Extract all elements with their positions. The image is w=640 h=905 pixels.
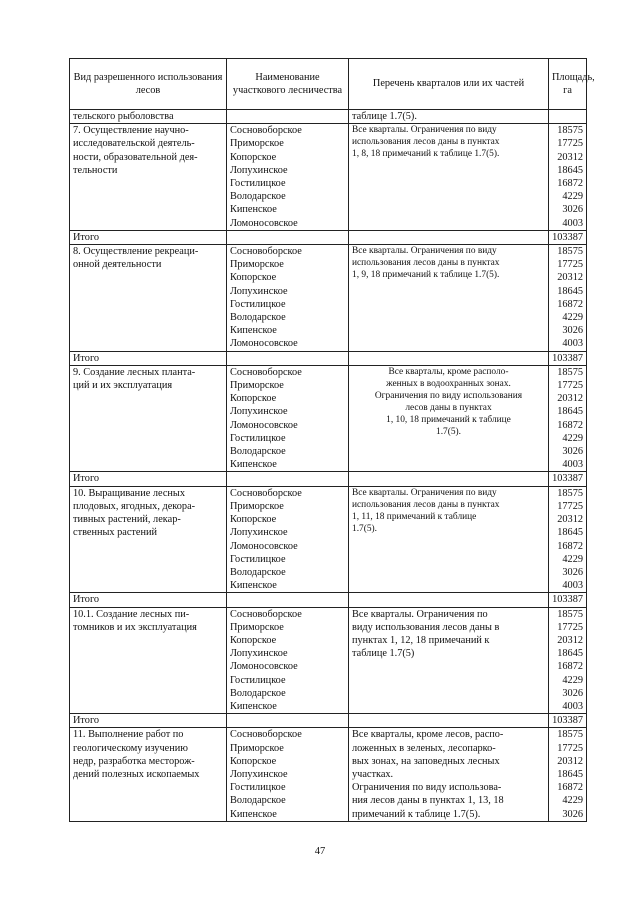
area-value: 3026: [562, 325, 583, 337]
forestry-name: Гостилицкое: [230, 298, 286, 310]
quarters-cell: [349, 607, 549, 714]
forestry-name: Лопухинское: [230, 164, 288, 176]
area-value: 3026: [562, 808, 583, 820]
use-type-line: тельности: [73, 164, 118, 176]
quarters-line: Все кварталы, кроме лесов, распо-: [352, 729, 504, 741]
total-row: [70, 230, 587, 244]
area-value: 4003: [562, 338, 583, 350]
forestry-name: Сосновоборское: [230, 608, 302, 620]
use-type-line: ности, образовательной дея-: [73, 151, 198, 163]
area-list-cell: [549, 728, 587, 821]
area-value: 17725: [557, 621, 583, 633]
area-value: 20312: [557, 393, 583, 405]
area-value: 16872: [557, 540, 583, 552]
use-type-line: томников и их эксплуатация: [73, 621, 197, 633]
continuation-area: [549, 110, 587, 124]
total-empty-forestry: [227, 230, 349, 244]
quarters-line: ложенных в зеленых, лесопарко-: [352, 742, 496, 754]
area-value: 4229: [562, 432, 583, 444]
forestry-name: Володарское: [230, 446, 286, 458]
forestry-name: Копорское: [230, 514, 277, 526]
continuation-row: [70, 110, 587, 124]
forestry-name: Приморское: [230, 380, 284, 392]
area-value: 20312: [557, 151, 583, 163]
quarters-line: пунктах 1, 12, 18 примечаний к: [352, 634, 490, 646]
forestry-name: Гостилицкое: [230, 432, 286, 444]
quarters-line: ния лесов даны в пунктах 1, 13, 18: [352, 795, 504, 807]
total-empty-quarters: [349, 472, 549, 486]
continuation-type: тельского рыболовства: [70, 110, 227, 124]
use-type-cell: [70, 124, 227, 231]
forestry-list-cell: [227, 365, 349, 472]
area-value: 18575: [557, 246, 583, 258]
forestry-list-cell: [227, 607, 349, 714]
header-area: Площадь, га: [549, 59, 587, 110]
forestry-name: Копорское: [230, 755, 277, 767]
area-value: 3026: [562, 446, 583, 458]
use-type-cell: [70, 245, 227, 352]
forestry-name: Сосновоборское: [230, 125, 302, 137]
forestry-name: Копорское: [230, 272, 277, 284]
forestry-name: Копорское: [230, 393, 277, 405]
area-value: 4003: [562, 580, 583, 592]
forestry-name: Сосновоборское: [230, 487, 302, 499]
total-label: Итого: [70, 472, 227, 486]
quarters-line: 1, 11, 18 примечаний к таблице: [352, 511, 477, 522]
forestry-name: Копорское: [230, 634, 277, 646]
quarters-line: таблице 1.7(5): [352, 648, 415, 660]
total-empty-forestry: [227, 351, 349, 365]
forestry-name: Кипенское: [230, 204, 277, 216]
area-list-cell: [549, 486, 587, 593]
section-row: [70, 365, 587, 472]
quarters-line: Все кварталы, кроме располо-: [388, 366, 509, 377]
use-type-line: 11. Выполнение работ по: [73, 729, 184, 741]
area-list-cell: [549, 124, 587, 231]
use-type-line: геологическому изучению: [73, 742, 188, 754]
use-type-line: дений полезных ископаемых: [73, 768, 200, 780]
area-value: 4229: [562, 191, 583, 203]
area-value: 18575: [557, 729, 583, 741]
area-value: 18575: [557, 366, 583, 378]
total-label: Итого: [70, 230, 227, 244]
area-value: 16872: [557, 178, 583, 190]
total-row: [70, 351, 587, 365]
forestry-name: Гостилицкое: [230, 782, 286, 794]
area-value: 16872: [557, 419, 583, 431]
forestry-name: Кипенское: [230, 459, 277, 471]
quarters-cell: [349, 245, 549, 352]
quarters-line: использования лесов даны в пунктах: [352, 137, 500, 148]
area-value: 3026: [562, 566, 583, 578]
header-quarters: Перечень кварталов или их частей: [349, 59, 549, 110]
forestry-list-cell: [227, 245, 349, 352]
forestry-name: Копорское: [230, 151, 277, 163]
forestry-name: Гостилицкое: [230, 553, 286, 565]
area-value: 3026: [562, 687, 583, 699]
forestry-name: Гостилицкое: [230, 674, 286, 686]
use-type-line: исследовательской деятель-: [73, 138, 195, 150]
total-label: Итого: [70, 351, 227, 365]
area-value: 20312: [557, 755, 583, 767]
quarters-line: 1, 10, 18 примечаний к таблице: [386, 414, 511, 425]
forestry-name: Кипенское: [230, 700, 277, 712]
area-value: 18645: [557, 406, 583, 418]
forestry-name: Кипенское: [230, 325, 277, 337]
forestry-name: Приморское: [230, 138, 284, 150]
total-empty-quarters: [349, 714, 549, 728]
use-type-cell: [70, 607, 227, 714]
forestry-name: Ломоносовское: [230, 661, 298, 673]
area-value: 4229: [562, 674, 583, 686]
forestry-name: Кипенское: [230, 580, 277, 592]
total-empty-forestry: [227, 472, 349, 486]
area-value: 16872: [557, 661, 583, 673]
total-value: 103387: [549, 230, 587, 244]
area-value: 4003: [562, 459, 583, 471]
area-value: 18645: [557, 648, 583, 660]
total-label: Итого: [70, 593, 227, 607]
area-value: 18645: [557, 768, 583, 780]
area-value: 17725: [557, 500, 583, 512]
forestry-name: Сосновоборское: [230, 246, 302, 258]
table-body: [70, 110, 587, 822]
total-empty-forestry: [227, 593, 349, 607]
quarters-cell: [349, 486, 549, 593]
quarters-line: вых зонах, на заповедных лесных: [352, 755, 500, 767]
use-type-cell: [70, 365, 227, 472]
forestry-name: Володарское: [230, 566, 286, 578]
area-value: 16872: [557, 782, 583, 794]
use-type-cell: [70, 486, 227, 593]
total-value: 103387: [549, 593, 587, 607]
total-value: 103387: [549, 472, 587, 486]
forestry-name: Сосновоборское: [230, 366, 302, 378]
area-value: 3026: [562, 204, 583, 216]
total-empty-quarters: [349, 230, 549, 244]
forestry-name: Володарское: [230, 687, 286, 699]
quarters-line: Ограничения по виду использова-: [352, 782, 502, 794]
table-header-row: [70, 59, 587, 110]
forestry-name: Приморское: [230, 259, 284, 271]
use-type-line: 10. Выращивание лесных: [73, 487, 185, 499]
forestry-name: Лопухинское: [230, 527, 288, 539]
quarters-cell: [349, 728, 549, 821]
use-type-line: ственных растений: [73, 527, 157, 539]
area-value: 18575: [557, 608, 583, 620]
quarters-line: 1, 8, 18 примечаний к таблице 1.7(5).: [352, 149, 500, 160]
forestry-list-cell: [227, 486, 349, 593]
use-type-line: 7. Осуществление научно-: [73, 125, 189, 137]
page-number: 47: [314, 846, 326, 857]
total-value: 103387: [549, 351, 587, 365]
section-row: [70, 486, 587, 593]
forestry-list-cell: [227, 124, 349, 231]
area-value: 18575: [557, 487, 583, 499]
forestry-name: Лопухинское: [230, 768, 288, 780]
area-list-cell: [549, 365, 587, 472]
use-type-line: 10.1. Создание лесных пи-: [73, 608, 190, 620]
forestry-name: Володарское: [230, 191, 286, 203]
area-value: 17725: [557, 138, 583, 150]
quarters-line: Все кварталы. Ограничения по: [352, 608, 488, 620]
quarters-line: Ограничения по виду использования: [374, 390, 523, 401]
forestry-name: Приморское: [230, 742, 284, 754]
forestry-name: Володарское: [230, 312, 286, 324]
use-type-line: недр, разработка месторож-: [73, 755, 195, 767]
forestry-name: Лопухинское: [230, 406, 288, 418]
quarters-line: Все кварталы. Ограничения по виду: [352, 125, 497, 136]
total-row: [70, 593, 587, 607]
area-value: 17725: [557, 380, 583, 392]
quarters-line: примечаний к таблице 1.7(5).: [352, 808, 481, 820]
forestry-name: Ломоносовское: [230, 540, 298, 552]
quarters-line: участках.: [352, 768, 394, 780]
total-empty-quarters: [349, 593, 549, 607]
quarters-line: 1.7(5).: [436, 426, 461, 437]
area-value: 4229: [562, 553, 583, 565]
area-value: 18645: [557, 527, 583, 539]
total-row: [70, 714, 587, 728]
quarters-line: виду использования лесов даны в: [352, 621, 500, 633]
forestry-name: Володарское: [230, 795, 286, 807]
quarters-line: лесов даны в пунктах: [405, 402, 492, 413]
header-forestry: Наименование участкового лесничества: [227, 59, 349, 110]
forestry-name: Лопухинское: [230, 648, 288, 660]
area-value: 20312: [557, 634, 583, 646]
area-value: 18645: [557, 164, 583, 176]
area-value: 4229: [562, 312, 583, 324]
use-type-line: 9. Создание лесных планта-: [73, 366, 196, 378]
forestry-name: Гостилицкое: [230, 178, 286, 190]
area-value: 4229: [562, 795, 583, 807]
header-use-type: Вид разрешенного использования лесов: [70, 59, 227, 110]
forestry-name: Ломоносовское: [230, 419, 298, 431]
area-value: 16872: [557, 298, 583, 310]
continuation-forestry: [227, 110, 349, 124]
area-value: 4003: [562, 700, 583, 712]
quarters-line: Все кварталы. Ограничения по виду: [352, 487, 497, 498]
section-row: [70, 245, 587, 352]
area-list-cell: [549, 245, 587, 352]
area-value: 18645: [557, 285, 583, 297]
use-type-line: онной деятельности: [73, 259, 162, 271]
area-value: 4003: [562, 217, 583, 229]
forestry-list-cell: [227, 728, 349, 821]
quarters-line: женных в водоохранных зонах.: [386, 378, 511, 389]
section-row: [70, 728, 587, 821]
quarters-cell: [349, 365, 549, 472]
use-type-line: тивных растений, лекар-: [73, 514, 181, 526]
forestry-name: Приморское: [230, 500, 284, 512]
quarters-line: Все кварталы. Ограничения по виду: [352, 246, 497, 257]
section-row: [70, 124, 587, 231]
forestry-name: Приморское: [230, 621, 284, 633]
area-value: 18575: [557, 125, 583, 137]
use-type-line: 8. Осуществление рекреаци-: [73, 246, 199, 258]
total-value: 103387: [549, 714, 587, 728]
area-value: 20312: [557, 514, 583, 526]
continuation-quarters: таблице 1.7(5).: [349, 110, 549, 124]
use-type-line: ций и их эксплуатация: [73, 380, 173, 392]
use-type-cell: [70, 728, 227, 821]
forest-use-table: [69, 58, 595, 822]
total-label: Итого: [70, 714, 227, 728]
area-list-cell: [549, 607, 587, 714]
section-row: [70, 607, 587, 714]
quarters-line: использования лесов даны в пунктах: [352, 258, 500, 269]
area-value: 20312: [557, 272, 583, 284]
quarters-cell: [349, 124, 549, 231]
total-empty-forestry: [227, 714, 349, 728]
total-empty-quarters: [349, 351, 549, 365]
forestry-name: Ломоносовское: [230, 338, 298, 350]
forestry-name: Ломоносовское: [230, 217, 298, 229]
quarters-line: 1, 9, 18 примечаний к таблице 1.7(5).: [352, 270, 500, 281]
area-value: 17725: [557, 742, 583, 754]
forestry-name: Лопухинское: [230, 285, 288, 297]
total-row: [70, 472, 587, 486]
forestry-name: Сосновоборское: [230, 729, 302, 741]
area-value: 17725: [557, 259, 583, 271]
quarters-line: использования лесов даны в пунктах: [352, 499, 500, 510]
quarters-line: 1.7(5).: [352, 523, 377, 534]
forestry-name: Кипенское: [230, 808, 277, 820]
use-type-line: плодовых, ягодных, декора-: [73, 500, 196, 512]
